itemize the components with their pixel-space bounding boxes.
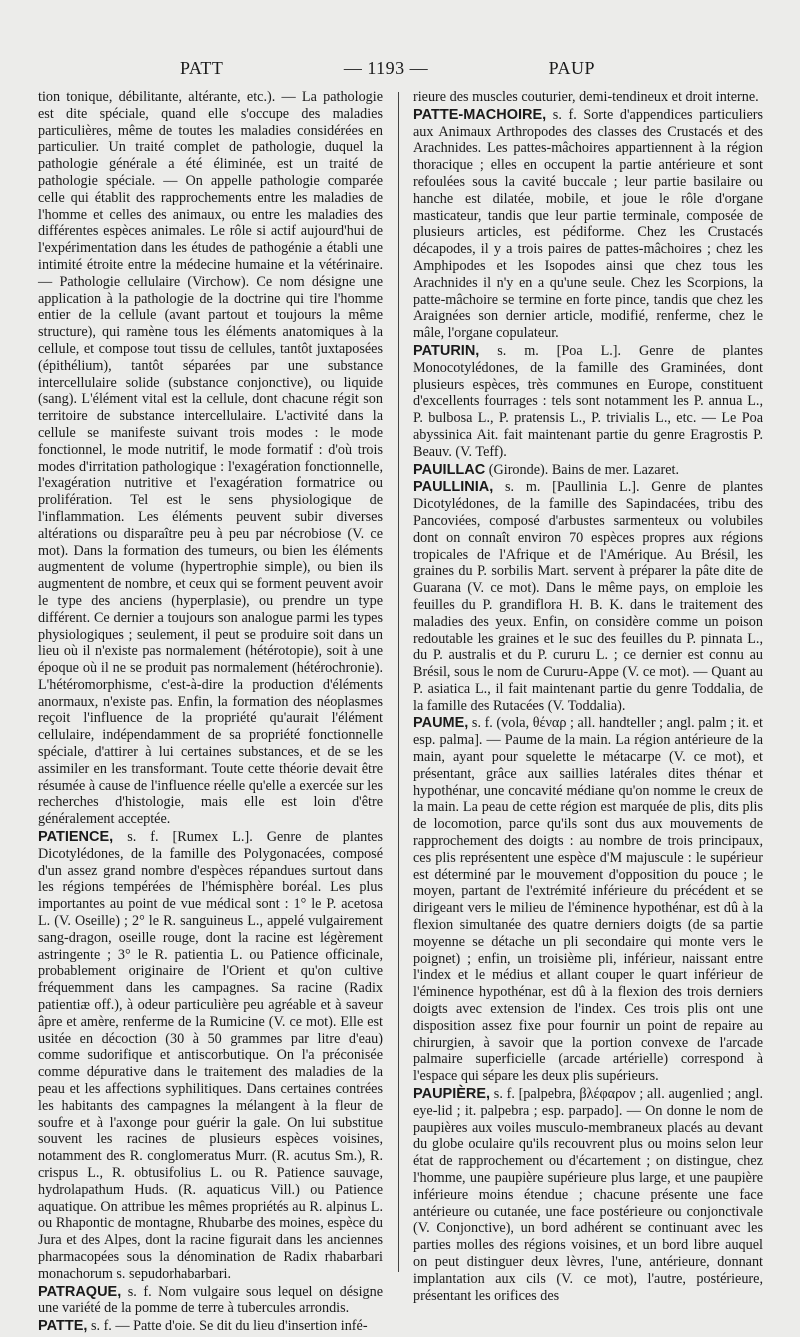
entry-patte-machoire xyxy=(413,107,763,342)
right-column xyxy=(413,89,763,1324)
left-column xyxy=(38,89,383,1335)
entry-headword: PATTE-MACHOIRE, xyxy=(413,106,547,123)
entry-headword: PAULLINIA, xyxy=(413,479,494,496)
entry-body: s. f. [palpebra, βλέφαρον ; all. augenlied ; angl. eye-lid ; it. palpebra ; esp. parpado]. — On donne le nom de paupières aux voiles musculo-membraneux placés au devant du globe oculaire qu'ils recouvrent plus ou moins selon leur état de rapprochement ou d'écartement ; on distingue, chez l'homme, une paupière supérieure plus large, et une paupière inférieure moins étendue ; chacune présente une face antérieure ou cutanée, une face postérieure ou conjonctivale (V. Conjonctive), un bord adhérent se continuant avec les parties molles des régions voisines, et un bord libre auquel on peut distinguer deux lèvres, l'une, antérieure, donnant implantation aux cils (V. ce mot), l'autre, postérieure, présentant les orifices des xyxy=(413,1086,763,1304)
entry-paupiere xyxy=(413,1086,763,1304)
page-number: — 1193 — xyxy=(343,58,429,78)
header-right-guideword: PAUP xyxy=(548,58,595,78)
entry-patraque xyxy=(38,1284,383,1318)
continued-paragraph: rieure des muscles couturier, demi-tendineux et droit interne. xyxy=(413,89,759,105)
entry-body: s. m. [Poa L.]. Genre de plantes Monocotylédones, de la famille des Graminées, dont plusieurs espèces, très communes en Europe, constituent d'excellents fourrages : tels sont notamment les P. annua L., P. bulbosa L., P. pratensis L., P. trivialis L., etc. — Le Poa abyssinica Ait. fait maintenant partie du genre Eragrostis P. Beauv. (V. Teff). xyxy=(413,342,763,460)
entry-body: s. f. Nom vulgaire sous lequel on désigne une variété de la pomme de terre à tubercules arrondis. xyxy=(38,1283,383,1317)
entry-body: (Gironde). Bains de mer. Lazaret. xyxy=(485,461,680,478)
entry-pauillac xyxy=(413,462,763,479)
entry-paume xyxy=(413,715,763,1085)
entry-headword: PATRAQUE, xyxy=(38,1283,122,1300)
entry-headword: PAUPIÈRE, xyxy=(413,1086,491,1103)
entry-paullinia xyxy=(413,479,763,714)
entry-headword: PATURIN, xyxy=(413,342,480,359)
entry-body: s. f. Sorte d'appendices particuliers aux Animaux Arthropodes des classes des Crustacés et des Arachnides. Les pattes-mâchoires appartiennent à la région thoracique ; elles en occupent la partie antérieure et sont refoulées sous la cavité buccale ; leur partie basilaire ou hanche est dilatée, mobile, et joue le rôle d'organe masticateur, tandis que leur partie terminale, composée de plusieurs articles, est pédiforme. Chez les Crustacés décapodes, il y a trois paires de pattes-mâchoires ; chez les Amphipodes et les Isopodes ainsi que chez tous les Arachnides il n'y en a qu'une seule. Chez les Scorpions, la patte-mâchoire se termine en forte pince, tandis que chez les Araignées son dernier article, modifié, renferme, chez le mâle, l'organe copulateur. xyxy=(413,106,763,342)
entry-patte xyxy=(38,1318,383,1335)
entry-body: s. f. — Patte d'oie. Se dit du lieu d'insertion infé- xyxy=(87,1318,368,1335)
entry-paturin xyxy=(413,343,763,461)
running-header xyxy=(180,58,595,80)
entry-body: s. m. [Paullinia L.]. Genre de plantes Dicotylédones, de la famille des Sapindacées, tribu des Pancoviées, composé d'arbustes sarmenteux ou volubiles dont on connaît environ 70 espèces propres aux régions tropicales de l'Afrique et de l'Amérique. Au Brésil, les graines du P. sorbilis Mart. servent à préparer la pâte dite de Guarana (V. ce mot). Dans le même pays, on emploie les feuilles du P. grandiflora H. B. K. dans le traitement des maladies des yeux. Enfin, on considère comme un poison redoutable les graines et le suc des feuilles du P. pinnata L., du P. australis et du P. cururu L. ; ce dernier est connu au Brésil, sous le nom de Cururu-Appe (V. ce mot). — Quant au P. asiatica L., il fait maintenant partie du genre Toddalia, de la famille des Rutacées (V. Toddalia). xyxy=(413,479,763,714)
entry-patience xyxy=(38,829,383,1283)
entry-body: s. f. (vola, θέναρ ; all. handteller ; angl. palm ; it. et esp. palma]. — Paume de la main. La région antérieure de la main, ayant pour squelette le métacarpe (V. ce mot), et présentant, grâce aux saillies latérales dites thénar et hypothénar, une concavité médiane qu'on nomme le creux de la main. La peau de cette région est marquée de plis, dits plis de locomotion, parce qu'ils sont dus aux mouvements de rapprochement des doigts : au nombre de trois principaux, ces plis représentent une espèce d'M majuscule : le supérieur est déterminé par le mouvement d'opposition du pouce ; le moyen, partant de l'extrémité inférieure du précédent et se dirigeant vers le milieu de l'éminence hypothénar, est dû à la flexion simultanée des quatre derniers doigts (de sa partie moyenne se détache un pli secondaire qui monte vers le poignet) ; enfin, un troisième pli, inférieur, naissant entre l'index et le médius et allant couper le quart inférieur de l'éminence hypothénar, est dû à la flexion des trois derniers doigts avec extension de l'index. Ces trois plis ont une disposition assez fixe pour fournir un point de repaire au chirurgien, à savoir que la portion convexe de l'arcade palmaire superficielle (arcade artérielle) correspond à l'espace qui sépare les deux plis supérieurs. xyxy=(413,715,763,1085)
entry-headword: PATTE, xyxy=(38,1318,88,1335)
entry-headword: PAUILLAC xyxy=(413,461,486,478)
entry-body: s. f. [Rumex L.]. Genre de plantes Dicotylédones, de la famille des Polygonacées, composé d'un assez grand nombre d'espèces répandues surtout dans les régions tempérées de l'hémisphère boréal. Les plus importantes au point de vue médical sont : 1° le P. acetosa L. (V. Oseille) ; 2° le R. sanguineus L., appelé vulgairement sang-dragon, oseille rouge, dont la racine est légèrement astringente ; 3° le R. patientia L. ou Patience officinale, probablement originaire de l'Orient et qu'on cultive fréquemment dans les campagnes. Sa racine (Radix patientiæ off.), à odeur particulière peu agréable et à saveur âpre et amère, renferme de la Rumicine (V. ce mot). Elle est usitée en décoction (30 à 50 grammes par litre d'eau) comme sudorifique et antiscorbutique. On l'a préconisée comme dépurative dans le traitement des maladies de la peau et les affections syphilitiques. Dans certaines contrées les habitants des campagnes la mélangent à la fleur de soufre et à l'axonge pour guérir la gale. On lui substitue souvent les racines de plusieurs espèces voisines, notamment des R. conglomeratus Murr. (R. acutus Sm.), R. crispus L., R. obtusifolius L. ou R. Patience sauvage, hydrolapathum Huds. (R. aquaticus Vill.) ou Patience aquatique. On attribue les mêmes propriétés au R. alpinus L. ou Rhapontic de montagne, Rhubarbe des moines, espèce du Jura et des Alpes, dont la racine figurait dans les anciennes pharmacopées sous la dénomination de Radix rhabarbari monachorum s. sepudorhabarbari. xyxy=(38,829,383,1282)
entry-headword: PAUME, xyxy=(413,715,469,732)
column-divider xyxy=(398,92,399,1272)
continued-paragraph: tion tonique, débilitante, altérante, etc.). — La pathologie est dite spéciale, quand elle s'occupe des maladies particulières, même de toutes les maladies considérées en particulier. Un traité complet de pathologie, duquel la pathologie générale a été éliminée, est un traité de pathologie spéciale. — On appelle pathologie comparée celle qui établit des rapprochements entre les maladies de l'homme et celles des animaux, ou entre les maladies des différentes espèces animales. Le rôle si actif aujourd'hui de l'expérimentation dans les études de pathogénie a établi une intimité étroite entre la médecine humaine et la vétérinaire. — Pathologie cellulaire (Virchow). Ce nom désigne une application à la pathologie de la doctrine qui tire l'homme entier de la cellule (avant partout et toujours la même structure), qui ramène tous les éléments anatomiques à la cellule, et compose tout tissu de cellules, tantôt juxtaposées (épithélium), tantôt séparées par une substance intercellulaire solide (substance conjonctive), ou liquide (sang). L'élément vital est la cellule, dont chacune régit son territoire de substance intercellulaire. L'activité dans la cellule se manifeste suivant trois modes : le mode fonctionnel, le mode nutritif, le mode formatif : d'où trois modes d'irritation pathologique : l'exagération fonctionnelle, l'exagération nutritive et l'exagération formatrice ou prolifération. Tel est le sens physiologique de l'inflammation. Les éléments peuvent subir diverses altérations ou disparaître peu à peu par nécrobiose (V. ce mot). Dans la formation des tumeurs, ou bien les éléments augmentent de volume (hypertrophie simple), ou bien ils augmentent de nombre, et ceux qui se forment peuvent avoir le type des anciens (hyperplasie), ou prendre un type différent. Ce dernier a toujours son analogue parmi les types physiologiques ; seulement, il peut se produire soit dans un lieu où il n'existe pas normalement (hétérotopie), soit à une époque où il ne se produit pas normalement (hétérochronie). L'hétéromorphisme, c'est-à-dire la production d'éléments anormaux, n'existe pas. Enfin, la formation des néoplasmes reçoit l'influence de la propriété qu'aurait l'élément cellulaire, indépendamment de sa propriété fonctionnelle spéciale, d'attirer à lui certaines substances, et de se les assimiler en les transformant. Toute cette théorie devait être résumée à cause de l'influence réelle qu'elle a exercée sur les recherches d'histologie, mais elle est loin d'être généralement acceptée. xyxy=(38,89,383,828)
header-left-guideword: PATT xyxy=(180,58,224,78)
entry-headword: PATIENCE, xyxy=(38,829,114,846)
